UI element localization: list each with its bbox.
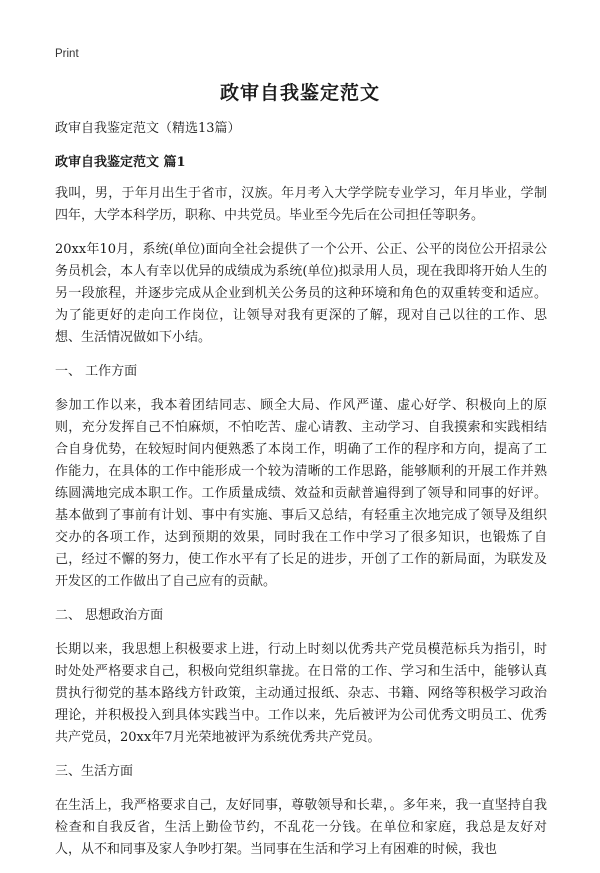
paragraph-life: 在生活上，我严格要求自己，友好同事，尊敬领导和长辈，。多年来，我一直坚持自我检查和自我反省，生活上勤俭节约，不乱花一分钱。在单位和家庭，我总是友好对人，从不和同事及家人争吵打架。当同事在生活和学习上有困难的时候，我也 <box>55 798 547 857</box>
sub-heading-politics: 二、 思想政治方面 <box>55 608 164 623</box>
section-heading: 政审自我鉴定范文 篇1 <box>55 155 186 170</box>
paragraph-background: 20xx年10月，系统(单位)面向全社会提供了一个公开、公正、公平的岗位公开招录公务员机会，本人有幸以优异的成绩成为系统(单位)拟录用人员，现在我即将开始人生的另一段旅程，并逐步完成从企业到机关公务员的这种环境和角色的双重转变和适应。为了能更好的走向工作岗位，让领导对我有更深的了解，现对自己以往的工作、思想、生活情况做如下小结。 <box>55 242 547 345</box>
paragraph-intro: 我叫，男，于年月出生于省市，汉族。年月考入大学学院专业学习，年月毕业，学制四年，大学本科学历，职称、中共党员。毕业至今先后在公司担任等职务。 <box>55 186 547 223</box>
print-link[interactable]: Print <box>55 48 79 60</box>
paragraph-work: 参加工作以来，我本着团结同志、顾全大局、作风严谨、虚心好学、积极向上的原则，充分发挥自己不怕麻烦，不怕吃苦、虚心请教、主动学习、自我摸索和实践相结合自身优势，在较短时间内便熟悉了本岗工作，明确了工作的程序和方向，提高了工作能力，在具体的工作中能形成一个较为清晰的工作思路，能够顺利的开展工作并熟练圆满地完成本职工作。工作质量成绩、效益和贡献普遍得到了领导和同事的好评。基本做到了事前有计划、事中有实施、事后又总结，有轻重主次地完成了领导及组织交办的各项工作，达到预期的效果，同时我在工作中学习了很多知识，也锻炼了自己，经过不懈的努力，使工作水平有了长足的进步，开创了工作的新局面，为联发及开发区的工作做出了自己应有的贡献。 <box>55 398 547 589</box>
document-subtitle: 政审自我鉴定范文（精选13篇） <box>55 121 241 136</box>
document-body <box>55 118 547 873</box>
paragraph-politics: 长期以来，我思想上积极要求上进，行动上时刻以优秀共产党员模范标兵为指引，时时处处严格要求自己，积极向党组织靠拢。在日常的工作、学习和生活中，能够认真贯执行彻党的基本路线方针政策，主动通过报纸、杂志、书籍、网络等积极学习政治理论，并积极投入到具体实践当中。工作以来，先后被评为公司优秀文明员工、优秀共产党员，20xx年7月光荣地被评为系统优秀共产党员。 <box>55 642 547 745</box>
page-title: 政审自我鉴定范文 <box>219 82 380 104</box>
sub-heading-life: 三、生活方面 <box>55 764 134 779</box>
sub-heading-work: 一、 工作方面 <box>55 364 138 379</box>
